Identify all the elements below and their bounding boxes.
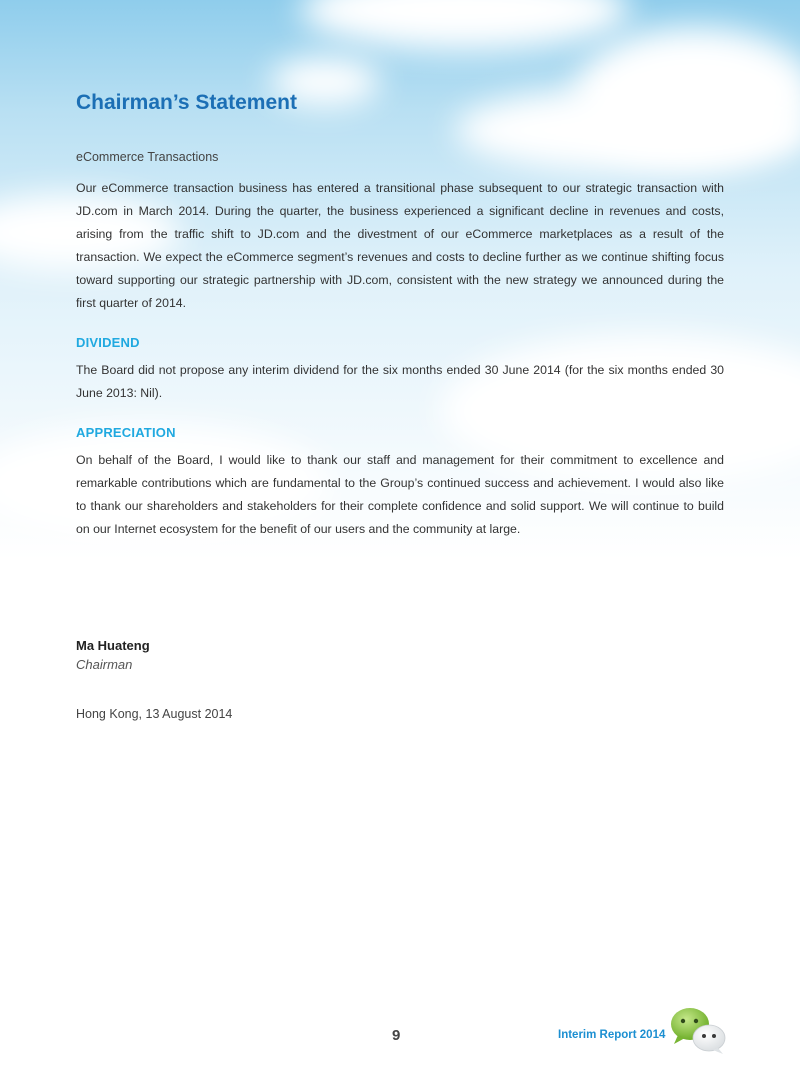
- wechat-logo-icon: [668, 1006, 728, 1056]
- dividend-heading: DIVIDEND: [76, 335, 140, 350]
- page-number: 9: [392, 1027, 401, 1044]
- signatory-title: Chairman: [76, 657, 133, 672]
- wechat-logo-graphic: [668, 1006, 728, 1056]
- white-bubble-eye: [712, 1034, 716, 1038]
- green-bubble-eye: [681, 1019, 685, 1023]
- signatory-name: Ma Huateng: [76, 638, 150, 653]
- report-name: Interim Report 2014: [558, 1029, 666, 1041]
- cloud-decoration: [300, 0, 630, 50]
- white-bubble: [693, 1025, 725, 1051]
- ecommerce-subheading: eCommerce Transactions: [76, 150, 219, 164]
- appreciation-paragraph: On behalf of the Board, I would like to thank our staff and management for their commitment to excellence and remarkable contributions which are fundamental to the Group’s continued success and achievement. I would also like to thank our shareholders and stakeholders for their complete confidence and solid support. We will continue to build on our Internet ecosystem for the benefit of our users and the community at large.: [76, 453, 724, 536]
- place-date: Hong Kong, 13 August 2014: [76, 707, 233, 721]
- dividend-paragraph: The Board did not propose any interim dividend for the six months ended 30 June 2014 (for the six months ended 30 June 2013: Nil).: [76, 363, 724, 400]
- appreciation-heading: APPRECIATION: [76, 425, 176, 440]
- white-bubble-eye: [702, 1034, 706, 1038]
- ecommerce-paragraph: Our eCommerce transaction business has entered a transitional phase subsequent to our strategic transaction with JD.com in March 2014. During the quarter, the business experienced a significant decline in revenues and costs, arising from the traffic shift to JD.com and the divestment of our eCommerce marketplaces as a result of the transaction. We expect the eCommerce segment’s revenues and costs to decline further as we continue shifting focus toward supporting our strategic partnership with JD.com, consistent with the new strategy we announced during the first quarter of 2014.: [76, 181, 724, 310]
- page-title: Chairman’s Statement: [76, 91, 297, 114]
- statement-body: [76, 150, 724, 561]
- green-bubble-eye: [694, 1019, 698, 1023]
- signature-block: [76, 638, 150, 672]
